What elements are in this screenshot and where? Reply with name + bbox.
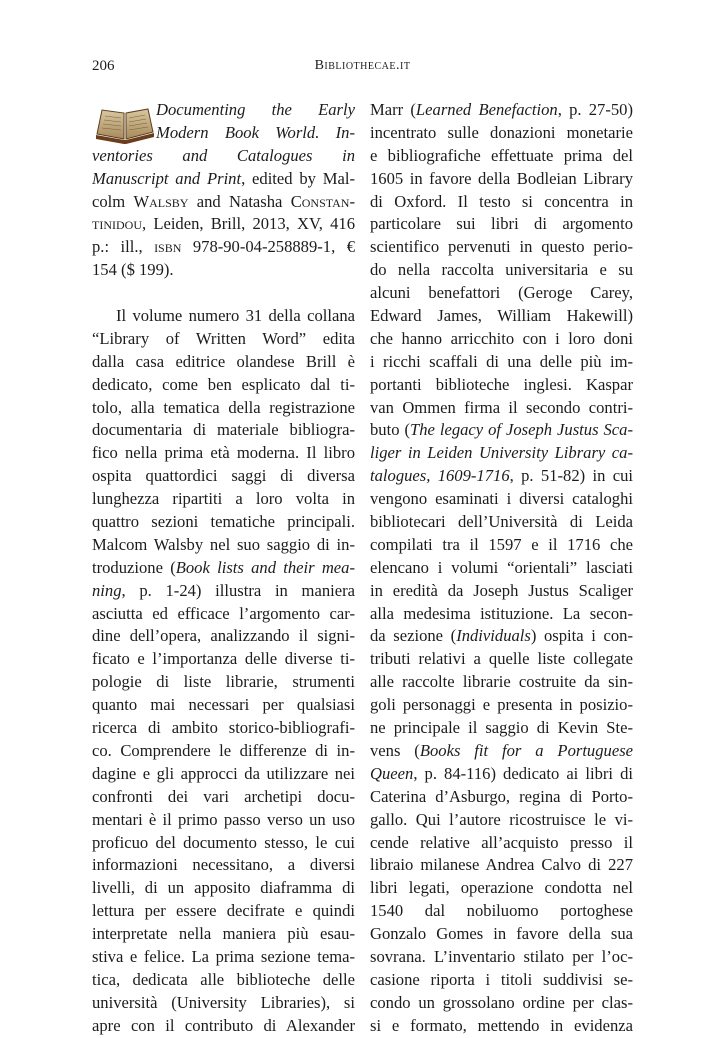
body-line: dalla casa editrice olandese Brill è [92, 351, 355, 371]
body-line: proficuo del documento stesso, le cui [92, 832, 355, 852]
body-line: da sezione (Individuals) ospita i con- [370, 626, 633, 646]
citation-line: ventories and Catalogues in [92, 145, 355, 165]
body-line: “Library of Written Word” edita [92, 328, 355, 348]
body-line: casione riporta i titoli suddivisi se- [370, 969, 633, 989]
body-line: tributi relativi a quelle liste collegate [370, 649, 633, 669]
body-line: gallo. Qui l’autore ricostruisce le vi- [370, 809, 633, 829]
body-line: Edward James, William Hakewill) [370, 306, 633, 326]
body-line: condo un grossolano ordine per clas- [370, 992, 633, 1012]
body-line: quattro sezioni tematiche principali. [92, 512, 355, 532]
body-line: 1540 dal nobiluomo portoghese [370, 901, 633, 921]
body-line: che hanno arricchito con i loro doni [370, 328, 633, 348]
body-line: particolare sui libri di argomento [370, 214, 633, 234]
body-line: dedicato, come ben esplicato dal ti- [92, 374, 355, 394]
body-line: ne principale il saggio di Kevin Ste- [370, 718, 633, 738]
body-line: dine dell’opera, analizzando il signi- [92, 626, 355, 646]
body-line: bibliotecari dell’Università di Leida [370, 512, 633, 532]
body-line: portanti biblioteche inglesi. Kaspar [370, 374, 633, 394]
citation-line: Manuscript and Print, edited by Mal- [92, 168, 355, 188]
body-line: di Oxford. Il testo si concentra in [370, 191, 633, 211]
body-line: libri legati, operazione condotta nel [370, 878, 633, 898]
body-line: co. Comprendere le differenze di in- [92, 740, 355, 760]
body-line: Caterina d’Asburgo, regina di Porto- [370, 786, 633, 806]
body-line: mentari è il primo passo verso un uso [92, 809, 355, 829]
left-text-column [92, 99, 355, 1038]
body-line: confronti dei vari archetipi docu- [92, 786, 355, 806]
body-line: Il volume numero 31 della collana [116, 306, 355, 326]
body-line: van Ommen firma il secondo contri- [370, 397, 633, 417]
body-line: alcuni benefattori (Geroge Carey, [370, 283, 633, 303]
body-line: vengono esaminati i diversi cataloghi [370, 489, 633, 509]
body-line: Marr (Learned Benefaction, p. 27-50) [370, 100, 633, 119]
body-line: ning, p. 1-24) illustra in maniera [92, 580, 355, 600]
body-line: apre con il contributo di Alexander [92, 1015, 355, 1035]
body-line: documentaria di materiale bibliogra- [92, 420, 355, 440]
body-line: compilati tra il 1597 e il 1716 che [370, 534, 633, 554]
body-line: stiva e felice. La prima sezione tema- [92, 946, 355, 966]
body-line: liger in Leiden University Library ca- [370, 443, 633, 463]
body-line: talogues, 1609-1716, p. 51-82) in cui [370, 466, 633, 486]
running-title: Bibliothecae.it [314, 58, 411, 73]
body-line: livelli, di un apposito diaframma di [92, 878, 355, 898]
right-text-column [370, 99, 633, 1038]
body-line: informazioni necessitano, a diversi [92, 855, 355, 875]
body-line: si e formato, mettendo in evidenza [370, 1015, 633, 1035]
body-line: cende relative all’acquisto presso il [370, 832, 633, 852]
citation-line: tinidou, Leiden, Brill, 2013, XV, 416 [92, 214, 355, 234]
body-line: sovrana. L’inventario stilato per l’oc- [370, 946, 633, 966]
body-line: incentrato sulle donazioni monetarie [370, 122, 633, 142]
citation-line: Modern Book World. In- [156, 122, 355, 142]
body-line: università (University Libraries), si [92, 992, 355, 1012]
body-line: fico nella prima età moderna. Il libro [92, 443, 355, 463]
body-line: Gonzalo Gomes in favore della sua [370, 924, 633, 944]
body-line: elencano i volumi “orientali” lasciati [370, 557, 633, 577]
body-line: scientifico pervenuti in questo perio- [370, 237, 633, 257]
body-line: vens (Books fit for a Portuguese [370, 740, 633, 760]
body-line: quanto mai necessari per qualsiasi [92, 695, 355, 715]
body-line: Malcom Walsby nel suo saggio di in- [92, 534, 355, 554]
body-line: ficato e l’importanza delle diverse ti- [92, 649, 355, 669]
citation-line: Documenting the Early [156, 100, 355, 119]
body-line: alla medesima istituzione. La secon- [370, 603, 633, 623]
citation-line: p.: ill., isbn 978-90-04-258889-1, € [92, 237, 355, 257]
body-line: troduzione (Book lists and their mea- [92, 557, 355, 577]
body-line: pologie di liste librarie, strumenti [92, 672, 355, 692]
body-line: lettura per essere decifrate e quindi [92, 901, 355, 921]
body-line: i ricchi scaffali di una delle più im- [370, 351, 633, 371]
body-line: tolo, alla tematica della registrazione [92, 397, 355, 417]
body-line: interpretate nella maniera più esau- [92, 924, 355, 944]
body-line: tica, dedicata alle biblioteche delle [92, 969, 355, 989]
citation-line: colm Walsby and Natasha Constan- [92, 191, 355, 211]
body-line: alle raccolte librarie costruite da sin- [370, 672, 633, 692]
citation-line: 154 ($ 199). [92, 260, 174, 280]
body-line: buto (The legacy of Joseph Justus Sca- [370, 420, 633, 440]
body-line: in eredità da Joseph Justus Scaliger [370, 580, 633, 600]
body-line: ricerca di ambito storico-bibliografi- [92, 718, 355, 738]
body-line: e bibliografiche effettuate prima del [370, 145, 633, 165]
body-line: libraio milanese Andrea Calvo di 227 [370, 855, 633, 875]
body-line: goli personaggi e presenta in posizio- [370, 695, 633, 715]
page-number: 206 [92, 58, 115, 74]
body-line: asciutta ed efficace l’argomento car- [92, 603, 355, 623]
body-line: dagine e gli approcci da utilizzare nei [92, 763, 355, 783]
body-line: Queen, p. 84-116) dedicato ai libri di [370, 763, 633, 783]
body-line: 1605 in favore della Bodleian Library [370, 168, 633, 188]
body-line: lunghezza ripartiti a loro volta in [92, 489, 355, 509]
body-line: ospita quattordici saggi di diversa [92, 466, 355, 486]
body-line: do nella raccolta universitaria e su [370, 260, 633, 280]
